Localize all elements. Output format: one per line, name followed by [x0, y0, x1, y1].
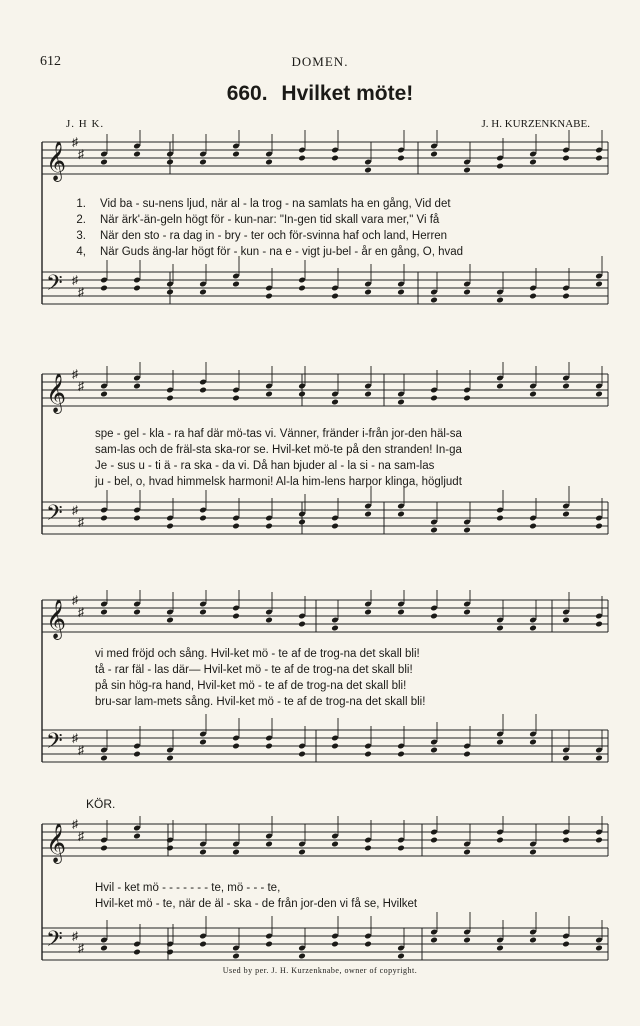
lyric-line: [40, 664, 610, 680]
note-head: [166, 617, 174, 624]
note-head: [166, 845, 174, 852]
staff: [42, 730, 608, 762]
note-head: [298, 285, 306, 292]
note-head: [496, 163, 504, 170]
copyright-footer: Used by per. J. H. Kurzenknabe, owner of copyright.: [222, 966, 418, 975]
note-head: [397, 399, 405, 406]
note-head: [496, 383, 504, 390]
note-head: [364, 167, 372, 174]
lyric-text: Je - sus u - ti ä - ra ska - da vi. Då han bjuder al - la si - na sam-las: [95, 460, 435, 472]
note-head: [298, 391, 306, 398]
note-head: [100, 391, 108, 398]
note-head: [562, 755, 570, 762]
note-head: [232, 523, 240, 530]
verse-number: 1.: [76, 198, 86, 210]
note-head: [496, 837, 504, 844]
lyric-line: [40, 648, 610, 664]
note-head: [331, 841, 339, 848]
verse-number: 3.: [76, 230, 86, 242]
note-head: [199, 941, 207, 948]
note-head: [232, 395, 240, 402]
note-head: [199, 609, 207, 616]
note-head: [265, 743, 273, 750]
treble-clef-icon: 𝄞: [46, 373, 67, 413]
note-head: [364, 511, 372, 518]
staff: [42, 374, 608, 406]
note-head: [364, 845, 372, 852]
page-number: 612: [40, 54, 61, 69]
note-head: [397, 289, 405, 296]
note-head: [562, 383, 570, 390]
note-head: [331, 293, 339, 300]
note-head: [100, 945, 108, 952]
sharp-icon: ♯: [78, 941, 84, 955]
sharp-icon: ♯: [72, 731, 78, 745]
note-head: [397, 845, 405, 852]
note-head: [331, 155, 339, 162]
treble-clef-icon: 𝄞: [46, 823, 67, 863]
note-head: [496, 297, 504, 304]
note-head: [199, 159, 207, 166]
note-head: [331, 399, 339, 406]
author-credit: J. H K.: [66, 118, 105, 130]
note-head: [595, 523, 603, 530]
sharp-icon: ♯: [72, 135, 78, 149]
note-head: [100, 609, 108, 616]
note-head: [463, 609, 471, 616]
hymn-title: Hvilket möte!: [281, 82, 414, 105]
note-head: [265, 391, 273, 398]
note-head: [463, 527, 471, 534]
note-head: [265, 159, 273, 166]
note-head: [331, 523, 339, 530]
note-head: [364, 941, 372, 948]
lyric-line: [40, 428, 610, 444]
section-heading: DOMEN.: [291, 54, 349, 69]
note-head: [232, 849, 240, 856]
music-system-3: [40, 590, 610, 780]
note-head: [562, 837, 570, 844]
note-head: [265, 523, 273, 530]
lyric-text: tå - rar fäl - las där— Hvil-ket mö - te af de trog-na det skall bli!: [95, 664, 413, 676]
note-head: [133, 383, 141, 390]
sharp-icon: ♯: [78, 285, 84, 299]
note-head: [265, 617, 273, 624]
note-head: [430, 613, 438, 620]
verse-number: 2.: [76, 214, 86, 226]
note-head: [331, 625, 339, 632]
note-head: [199, 289, 207, 296]
note-head: [133, 751, 141, 758]
sharp-icon: ♯: [78, 147, 84, 161]
sharp-icon: ♯: [72, 929, 78, 943]
note-head: [364, 609, 372, 616]
note-head: [232, 953, 240, 960]
hymn-number: 660.: [226, 82, 268, 105]
note-head: [529, 159, 537, 166]
note-head: [199, 849, 207, 856]
note-head: [100, 159, 108, 166]
note-head: [133, 949, 141, 956]
note-head: [331, 941, 339, 948]
note-head: [496, 945, 504, 952]
staff: [42, 142, 608, 174]
note-head: [133, 833, 141, 840]
note-head: [595, 755, 603, 762]
sharp-icon: ♯: [78, 829, 84, 843]
lyric-line: [40, 476, 610, 492]
note-head: [430, 151, 438, 158]
note-head: [595, 281, 603, 288]
staff: [42, 928, 608, 960]
note-head: [397, 511, 405, 518]
lyric-line: [40, 898, 610, 914]
note-head: [430, 747, 438, 754]
note-head: [265, 941, 273, 948]
bass-clef-icon: 𝄢: [46, 501, 63, 531]
note-head: [397, 953, 405, 960]
note-head: [496, 625, 504, 632]
note-head: [529, 293, 537, 300]
note-head: [562, 941, 570, 948]
sharp-icon: ♯: [78, 515, 84, 529]
note-head: [463, 395, 471, 402]
note-head: [430, 527, 438, 534]
note-head: [430, 297, 438, 304]
lyric-text: När den sto - ra dag in - bry - ter och för-svinna haf och land, Herren: [100, 230, 448, 242]
music-system-4: [40, 816, 610, 966]
note-head: [133, 609, 141, 616]
note-head: [463, 167, 471, 174]
note-head: [529, 849, 537, 856]
note-head: [364, 391, 372, 398]
note-head: [199, 739, 207, 746]
note-head: [232, 743, 240, 750]
note-head: [595, 621, 603, 628]
note-head: [430, 937, 438, 944]
note-head: [562, 511, 570, 518]
note-head: [133, 151, 141, 158]
note-head: [166, 159, 174, 166]
note-head: [265, 841, 273, 848]
lyric-line: [40, 680, 610, 696]
lyric-text: på sin hög-ra hand, Hvil-ket mö - te af de trog-na det skall bli!: [95, 680, 407, 692]
note-head: [595, 155, 603, 162]
note-head: [298, 519, 306, 526]
lyric-text: När ärk'-än-geln högt för - kun-nar: "In-gen tid skall vara mer," Vi få: [100, 214, 440, 226]
note-head: [166, 289, 174, 296]
treble-clef-icon: 𝄞: [46, 141, 67, 181]
note-head: [397, 609, 405, 616]
note-head: [100, 755, 108, 762]
music-system-2: [40, 362, 610, 552]
bass-clef-icon: 𝄢: [46, 927, 63, 957]
note-head: [595, 837, 603, 844]
staff: [42, 502, 608, 534]
note-head: [529, 937, 537, 944]
note-head: [298, 953, 306, 960]
lyric-text: bru-sar lam-mets sång. Hvil-ket mö - te af de trog-na det skall bli!: [95, 696, 426, 708]
note-head: [562, 155, 570, 162]
note-head: [166, 395, 174, 402]
note-head: [397, 155, 405, 162]
note-head: [364, 751, 372, 758]
staff: [42, 272, 608, 304]
lyric-line: [40, 696, 610, 712]
music-system-1: [40, 130, 610, 320]
sharp-icon: ♯: [72, 273, 78, 287]
sharp-icon: ♯: [72, 503, 78, 517]
sharp-icon: ♯: [78, 605, 84, 619]
note-head: [133, 515, 141, 522]
sharp-icon: ♯: [72, 817, 78, 831]
note-head: [463, 751, 471, 758]
note-head: [529, 625, 537, 632]
note-head: [331, 743, 339, 750]
note-head: [199, 387, 207, 394]
lyric-line: [40, 214, 610, 230]
note-head: [100, 845, 108, 852]
lyric-text: Hvil - ket mö - - - - - - - te, mö - - - te,: [95, 882, 281, 894]
hymn-heading: [0, 82, 640, 106]
sharp-icon: ♯: [72, 367, 78, 381]
note-head: [463, 849, 471, 856]
note-head: [529, 523, 537, 530]
note-head: [364, 289, 372, 296]
note-head: [265, 293, 273, 300]
note-head: [298, 621, 306, 628]
note-head: [232, 151, 240, 158]
note-head: [100, 285, 108, 292]
note-head: [232, 281, 240, 288]
lyric-line: [40, 460, 610, 476]
note-head: [430, 837, 438, 844]
note-head: [463, 937, 471, 944]
bass-clef-icon: 𝄢: [46, 271, 63, 301]
note-head: [298, 849, 306, 856]
staff: [42, 600, 608, 632]
note-head: [133, 285, 141, 292]
sharp-icon: ♯: [78, 379, 84, 393]
lyric-text: spe - gel - kla - ra haf där mö-tas vi. Vänner, fränder i-från jor-den häl-sa: [95, 428, 462, 440]
note-head: [100, 515, 108, 522]
treble-clef-icon: 𝄞: [46, 599, 67, 639]
note-head: [232, 613, 240, 620]
bass-clef-icon: 𝄢: [46, 729, 63, 759]
note-head: [166, 523, 174, 530]
note-head: [595, 945, 603, 952]
note-head: [463, 289, 471, 296]
note-head: [496, 739, 504, 746]
lyric-line: [40, 230, 610, 246]
lyric-line: [40, 246, 610, 262]
staff: [42, 824, 608, 856]
lyric-text: sam-las och de fräl-sta ska-ror se. Hvil-ket mö-te på den stranden! In-ga: [95, 444, 462, 456]
note-head: [199, 515, 207, 522]
lyric-text: vi med fröjd och sång. Hvil-ket mö - te af de trog-na det skall bli!: [95, 648, 420, 660]
note-head: [397, 751, 405, 758]
note-head: [298, 155, 306, 162]
note-head: [529, 391, 537, 398]
note-head: [298, 751, 306, 758]
lyric-text: Vid ba - su-nens ljud, när al - la trog - na samlats ha en gång, Vid det: [100, 198, 451, 210]
lyric-text: ju - bel, o, hvad himmelsk harmoni! Al-la him-lens harpor klinga, högljudt: [95, 476, 462, 488]
note-head: [496, 515, 504, 522]
sharp-icon: ♯: [78, 743, 84, 757]
note-head: [166, 755, 174, 762]
note-head: [430, 395, 438, 402]
verse-number: 4,: [76, 246, 86, 258]
note-head: [595, 391, 603, 398]
lyric-text: Hvil-ket mö - te, när de äl - ska - de från jor-den vi få se, Hvilket: [95, 898, 418, 910]
composer-credit: J. H. KURZENKNABE.: [481, 118, 590, 130]
chorus-label: KÖR.: [86, 797, 116, 811]
lyric-line: [40, 198, 610, 214]
lyric-line: [40, 882, 610, 898]
note-head: [529, 739, 537, 746]
note-head: [166, 949, 174, 956]
note-head: [562, 617, 570, 624]
sharp-icon: ♯: [72, 593, 78, 607]
lyric-line: [40, 444, 610, 460]
note-head: [562, 293, 570, 300]
lyric-text: När Guds äng-lar högt för - kun - na e - vigt ju-bel - år en gång, O, hvad: [100, 246, 464, 258]
